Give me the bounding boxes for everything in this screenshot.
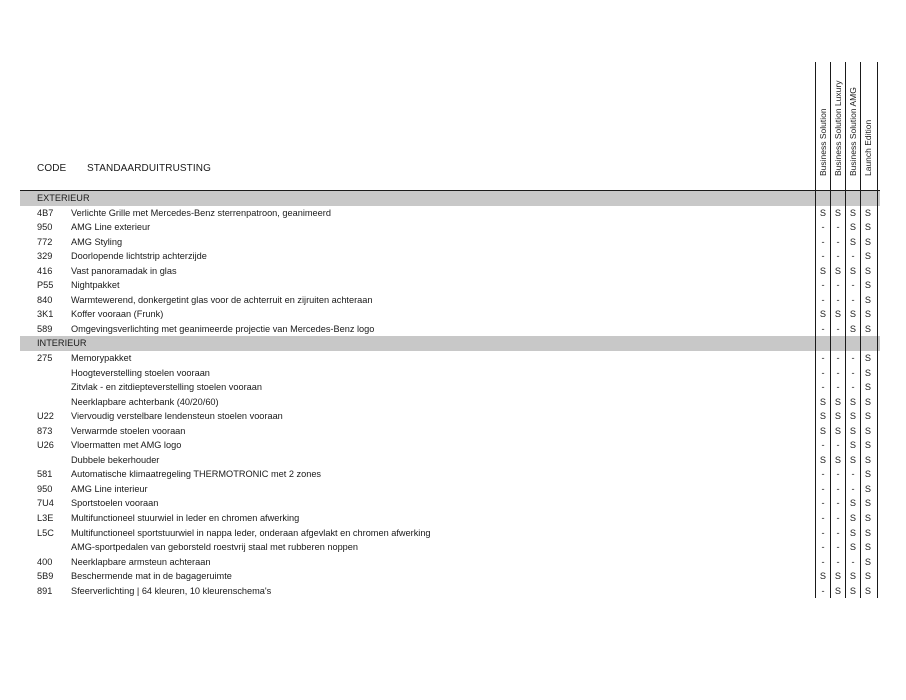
availability-cell: -: [821, 498, 825, 509]
availability-cell: S: [864, 396, 872, 407]
availability-cell: S: [864, 556, 872, 567]
trim-column-header: [861, 62, 875, 176]
option-description: Memorypakket: [71, 353, 132, 364]
availability-cell: -: [851, 280, 855, 291]
availability-cell: -: [821, 440, 825, 451]
availability-cell: -: [821, 236, 825, 247]
option-description: Automatische klimaatregeling THERMOTRONIC met 2 zones: [71, 469, 322, 480]
option-code: 4B7: [37, 207, 54, 218]
availability-cell: S: [864, 483, 872, 494]
availability-cell: S: [849, 309, 857, 320]
column-divider: [877, 62, 878, 598]
option-code: 772: [37, 236, 53, 247]
availability-cell: -: [821, 527, 825, 538]
availability-cell: S: [834, 411, 842, 422]
section-title: EXTERIEUR: [37, 193, 90, 203]
table-row: [20, 424, 880, 439]
option-description: AMG Styling: [71, 236, 123, 247]
option-description: Warmtewerend, donkergetint glas voor de achterruit en zijruiten achteraan: [71, 294, 373, 305]
availability-cell: S: [864, 222, 872, 233]
availability-cell: S: [849, 513, 857, 524]
availability-cell: S: [864, 513, 872, 524]
availability-cell: S: [834, 207, 842, 218]
availability-cell: S: [849, 222, 857, 233]
option-code: 329: [37, 251, 53, 262]
availability-cell: -: [836, 353, 840, 364]
availability-cell: S: [864, 454, 872, 465]
availability-cell: -: [821, 323, 825, 334]
option-code: 840: [37, 294, 53, 305]
availability-cell: S: [834, 571, 842, 582]
availability-cell: -: [821, 469, 825, 480]
option-description: Neerklapbare achterbank (40/20/60): [71, 396, 219, 407]
availability-cell: -: [821, 483, 825, 494]
availability-cell: S: [864, 207, 872, 218]
availability-cell: S: [819, 265, 827, 276]
availability-cell: S: [849, 411, 857, 422]
availability-cell: -: [821, 556, 825, 567]
availability-cell: -: [836, 222, 840, 233]
option-code: L5C: [37, 527, 54, 538]
availability-cell: -: [836, 382, 840, 393]
availability-cell: S: [834, 309, 842, 320]
column-divider: [815, 62, 816, 598]
table-row: [20, 584, 880, 599]
option-code: 950: [37, 483, 53, 494]
availability-cell: -: [851, 367, 855, 378]
option-description: Viervoudig verstelbare lendensteun stoelen vooraan: [71, 411, 283, 422]
availability-cell: S: [864, 353, 872, 364]
table-row: [20, 249, 880, 264]
table-row: [20, 293, 880, 308]
availability-cell: S: [864, 571, 872, 582]
availability-cell: -: [821, 294, 825, 305]
table-row: [20, 511, 880, 526]
table-row: [20, 438, 880, 453]
availability-cell: S: [819, 309, 827, 320]
option-description: Doorlopende lichtstrip achterzijde: [71, 251, 207, 262]
availability-cell: S: [849, 527, 857, 538]
availability-cell: -: [836, 483, 840, 494]
table-row: [20, 206, 880, 221]
availability-cell: S: [834, 585, 842, 596]
option-code: 400: [37, 556, 53, 567]
trim-column-header: [846, 62, 860, 176]
option-code: 873: [37, 425, 53, 436]
availability-cell: S: [864, 585, 872, 596]
option-description: Koffer vooraan (Frunk): [71, 309, 164, 320]
availability-cell: S: [864, 542, 872, 553]
trim-column-label: Business Solution: [818, 108, 828, 176]
availability-cell: S: [819, 454, 827, 465]
option-description: AMG Line exterieur: [71, 222, 151, 233]
option-description: Multifunctioneel sportstuurwiel in nappa leder, onderaan afgevlakt en chromen afwerking: [71, 527, 431, 538]
option-code: 3K1: [37, 309, 54, 320]
option-description: Omgevingsverlichting met geanimeerde projectie van Mercedes-Benz logo: [71, 323, 375, 334]
availability-cell: S: [849, 265, 857, 276]
table-row: [20, 235, 880, 250]
option-description: Zitvlak - en zitdiepteverstelling stoelen vooraan: [71, 382, 262, 393]
table-row: [20, 467, 880, 482]
availability-cell: S: [864, 309, 872, 320]
availability-cell: -: [836, 251, 840, 262]
availability-cell: S: [864, 382, 872, 393]
table-row: [20, 395, 880, 410]
availability-cell: S: [819, 411, 827, 422]
table-row: [20, 496, 880, 511]
availability-cell: -: [836, 542, 840, 553]
availability-cell: S: [849, 207, 857, 218]
section-header: [20, 336, 880, 351]
availability-cell: S: [864, 294, 872, 305]
table-row: [20, 307, 880, 322]
option-description: Beschermende mat in de bagageruimte: [71, 571, 232, 582]
availability-cell: -: [836, 556, 840, 567]
option-description: Hoogteverstelling stoelen vooraan: [71, 367, 210, 378]
option-description: Nightpakket: [71, 280, 120, 291]
availability-cell: -: [821, 382, 825, 393]
table-row: [20, 220, 880, 235]
availability-cell: -: [836, 236, 840, 247]
availability-cell: S: [864, 469, 872, 480]
section-title: INTERIEUR: [37, 338, 87, 349]
availability-cell: -: [836, 440, 840, 451]
option-description: Verwarmde stoelen vooraan: [71, 425, 186, 436]
option-code: L3E: [37, 513, 54, 524]
availability-cell: S: [834, 454, 842, 465]
option-code: U26: [37, 440, 54, 451]
availability-cell: -: [851, 556, 855, 567]
availability-cell: S: [864, 498, 872, 509]
availability-cell: -: [836, 280, 840, 291]
column-divider: [860, 62, 861, 598]
trim-column-label: Launch Edition: [863, 119, 873, 176]
availability-cell: -: [851, 382, 855, 393]
option-description: Sfeerverlichting | 64 kleuren, 10 kleurenschema's: [71, 585, 272, 596]
trim-column-label: Business Solution Luxury: [833, 80, 843, 176]
availability-cell: S: [864, 280, 872, 291]
availability-cell: -: [821, 585, 825, 596]
option-code: 589: [37, 323, 53, 334]
option-description: Multifunctioneel stuurwiel in leder en chromen afwerking: [71, 513, 300, 524]
option-description: Neerklapbare armsteun achteraan: [71, 556, 211, 567]
availability-cell: S: [864, 367, 872, 378]
option-code: 950: [37, 222, 53, 233]
availability-cell: -: [836, 498, 840, 509]
availability-cell: -: [851, 353, 855, 364]
option-code: 7U4: [37, 498, 54, 509]
option-description: Verlichte Grille met Mercedes-Benz sterrenpatroon, geanimeerd: [71, 207, 331, 218]
availability-cell: S: [819, 396, 827, 407]
option-code: 5B9: [37, 571, 54, 582]
option-description: Vast panoramadak in glas: [71, 265, 177, 276]
availability-cell: S: [849, 236, 857, 247]
option-code: P55: [37, 280, 54, 291]
availability-cell: S: [849, 396, 857, 407]
availability-cell: -: [836, 469, 840, 480]
column-divider: [830, 62, 831, 598]
availability-cell: S: [864, 265, 872, 276]
availability-cell: S: [864, 440, 872, 451]
table-row: [20, 555, 880, 570]
availability-cell: S: [849, 585, 857, 596]
availability-cell: -: [836, 527, 840, 538]
table-row: [20, 351, 880, 366]
availability-cell: S: [849, 323, 857, 334]
trim-column-header: [831, 62, 845, 176]
table-row: [20, 409, 880, 424]
availability-cell: S: [834, 396, 842, 407]
availability-cell: -: [836, 294, 840, 305]
availability-cell: -: [836, 367, 840, 378]
availability-cell: S: [819, 571, 827, 582]
option-description: Vloermatten met AMG logo: [71, 440, 182, 451]
section-header: [20, 191, 880, 206]
option-description: AMG Line interieur: [71, 483, 148, 494]
table-row: [20, 322, 880, 337]
availability-cell: -: [821, 542, 825, 553]
availability-cell: S: [849, 454, 857, 465]
availability-cell: -: [851, 294, 855, 305]
table-row: [20, 380, 880, 395]
column-header-standard-equipment: STANDAARDUITRUSTING: [87, 163, 211, 174]
availability-cell: S: [864, 323, 872, 334]
availability-cell: S: [864, 425, 872, 436]
table-row: [20, 264, 880, 279]
option-description: Dubbele bekerhouder: [71, 454, 160, 465]
availability-cell: -: [836, 513, 840, 524]
option-code: 416: [37, 265, 53, 276]
availability-cell: S: [849, 440, 857, 451]
availability-cell: S: [819, 207, 827, 218]
availability-cell: -: [851, 469, 855, 480]
availability-cell: -: [821, 222, 825, 233]
availability-cell: S: [864, 236, 872, 247]
availability-cell: S: [849, 498, 857, 509]
availability-cell: S: [849, 571, 857, 582]
table-row: [20, 366, 880, 381]
availability-cell: S: [864, 411, 872, 422]
availability-cell: -: [851, 251, 855, 262]
availability-cell: S: [849, 542, 857, 553]
table-row: [20, 453, 880, 468]
table-row: [20, 526, 880, 541]
option-code: 581: [37, 469, 53, 480]
availability-cell: S: [849, 425, 857, 436]
option-code: U22: [37, 411, 54, 422]
availability-cell: -: [821, 251, 825, 262]
table-row: [20, 569, 880, 584]
trim-column-label: Business Solution AMG: [848, 87, 858, 176]
availability-cell: S: [834, 265, 842, 276]
availability-cell: -: [836, 323, 840, 334]
availability-cell: S: [864, 527, 872, 538]
availability-cell: S: [834, 425, 842, 436]
trim-column-header: [816, 62, 830, 176]
availability-cell: S: [864, 251, 872, 262]
column-divider: [845, 62, 846, 598]
equipment-table: [20, 191, 880, 598]
availability-cell: -: [821, 513, 825, 524]
availability-cell: -: [821, 353, 825, 364]
availability-cell: S: [819, 425, 827, 436]
column-header-code: CODE: [37, 163, 67, 174]
availability-cell: -: [851, 483, 855, 494]
table-row: [20, 482, 880, 497]
table-row: [20, 278, 880, 293]
option-description: Sportstoelen vooraan: [71, 498, 159, 509]
availability-cell: -: [821, 367, 825, 378]
availability-cell: -: [821, 280, 825, 291]
table-row: [20, 540, 880, 555]
option-code: 275: [37, 353, 53, 364]
option-code: 891: [37, 585, 53, 596]
option-description: AMG-sportpedalen van geborsteld roestvrij staal met rubberen noppen: [71, 542, 359, 553]
